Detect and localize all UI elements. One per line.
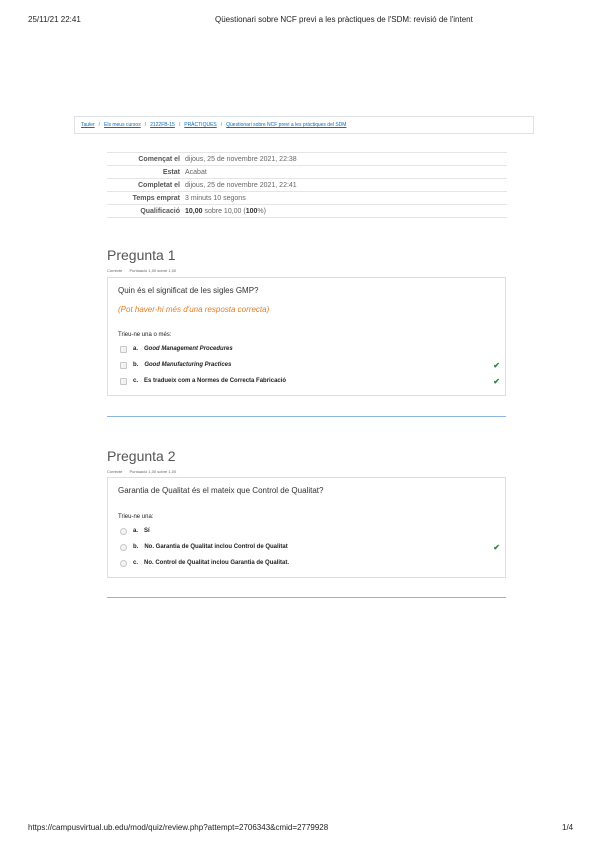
radio-button[interactable] <box>120 560 127 567</box>
breadcrumb-separator: / <box>144 122 147 128</box>
breadcrumb-separator: / <box>98 122 101 128</box>
option-letter: c. <box>133 560 139 566</box>
question-2-meta <box>107 469 182 474</box>
summary-label: Qualificació <box>140 207 180 215</box>
summary-label: Temps emprat <box>132 194 180 202</box>
radio-button[interactable] <box>120 544 127 551</box>
question-1-option-c[interactable] <box>120 375 500 387</box>
question-divider <box>107 416 506 417</box>
grade-score: 10,00 <box>185 207 203 215</box>
question-2-option-c[interactable] <box>120 557 500 569</box>
question-1-note: (Pot haver-hi més d'una resposta correcta) <box>118 305 270 314</box>
question-1-points: Puntuació 1,00 sobre 1,00 <box>129 268 177 273</box>
breadcrumb-separator: / <box>220 122 223 128</box>
question-divider <box>107 597 506 598</box>
checkbox[interactable] <box>120 346 127 353</box>
summary-row-state <box>107 166 507 179</box>
breadcrumb-course[interactable]: 2122FB-15 <box>150 122 175 128</box>
summary-row-grade <box>107 205 507 218</box>
question-2-text: Garantia de Qualitat és el mateix que Control de Qualitat? <box>118 486 324 495</box>
summary-row-time-taken <box>107 192 507 205</box>
breadcrumb-my-courses[interactable]: Els meus cursos <box>104 122 141 128</box>
option-text: Sí <box>144 528 150 534</box>
question-2-box <box>107 477 506 578</box>
question-2-prompt: Trieu-ne una: <box>118 514 154 520</box>
print-url: https://campusvirtual.ub.edu/mod/quiz/review.php?attempt=2706343&cmid=2779928 <box>28 823 329 832</box>
question-1-text: Quin és el significat de les sigles GMP? <box>118 286 259 295</box>
option-text: No. Garantia de Qualitat inclou Control de Qualitat <box>144 544 288 550</box>
correct-check-icon: ✔ <box>493 360 500 370</box>
correct-check-icon: ✔ <box>493 376 500 386</box>
summary-row-completed <box>107 179 507 192</box>
summary-label: Començat el <box>138 155 180 163</box>
summary-value: dijous, 25 de novembre 2021, 22:38 <box>185 155 297 163</box>
print-page-number: 1/4 <box>562 823 574 832</box>
question-2-points: Puntuació 1,00 sobre 1,00 <box>129 469 177 474</box>
checkbox[interactable] <box>120 378 127 385</box>
summary-value: 3 minuts 10 segons <box>185 194 246 202</box>
question-1-status: Correcte <box>107 268 123 273</box>
print-title: Qüestionari sobre NCF previ a les pràctiques de l'SDM: revisió de l'intent <box>215 15 473 24</box>
summary-value: Acabat <box>185 168 207 176</box>
checkbox[interactable] <box>120 362 127 369</box>
question-2-status: Correcte <box>107 469 123 474</box>
summary-value: dijous, 25 de novembre 2021, 22:41 <box>185 181 297 189</box>
breadcrumb-dashboard[interactable]: Tauler <box>81 122 95 128</box>
question-2-option-a[interactable] <box>120 525 500 537</box>
option-letter: b. <box>133 362 139 368</box>
question-1-prompt: Trieu-ne una o més: <box>118 332 172 338</box>
summary-value <box>185 205 507 218</box>
summary-label: Completat el <box>137 181 180 189</box>
question-1-option-a[interactable] <box>120 343 500 355</box>
breadcrumb-quiz[interactable]: Qüestionari sobre NCF previ a les pràctiques del SDM <box>226 122 347 128</box>
breadcrumb <box>74 116 534 134</box>
correct-check-icon: ✔ <box>493 542 500 552</box>
grade-percent: 100 <box>245 207 258 215</box>
grade-end: %) <box>257 207 266 215</box>
print-date: 25/11/21 22:41 <box>28 15 81 24</box>
question-1-option-b[interactable] <box>120 359 500 371</box>
breadcrumb-section[interactable]: PRÀCTIQUES <box>184 122 217 128</box>
option-letter: b. <box>133 544 139 550</box>
option-letter: a. <box>133 528 139 534</box>
option-text: Es tradueix com a Normes de Correcta Fabricació <box>144 378 287 384</box>
grade-out-of: sobre 10,00 ( <box>202 207 246 215</box>
attempt-summary-table <box>107 152 507 218</box>
breadcrumb-separator: / <box>178 122 181 128</box>
option-letter: c. <box>133 378 139 384</box>
question-1-box <box>107 277 506 396</box>
question-1-meta <box>107 268 182 273</box>
summary-row-started <box>107 153 507 166</box>
summary-label: Estat <box>162 168 180 176</box>
option-text: No. Control de Qualitat inclou Garantia de Qualitat. <box>144 560 290 566</box>
question-2-option-b[interactable] <box>120 541 500 553</box>
option-text: Good Manufacturing Practices <box>144 362 232 368</box>
radio-button[interactable] <box>120 528 127 535</box>
question-2-heading: Pregunta 2 <box>107 448 176 464</box>
option-letter: a. <box>133 346 139 352</box>
question-1-heading: Pregunta 1 <box>107 247 176 263</box>
option-text: Good Management Procedures <box>144 346 233 352</box>
